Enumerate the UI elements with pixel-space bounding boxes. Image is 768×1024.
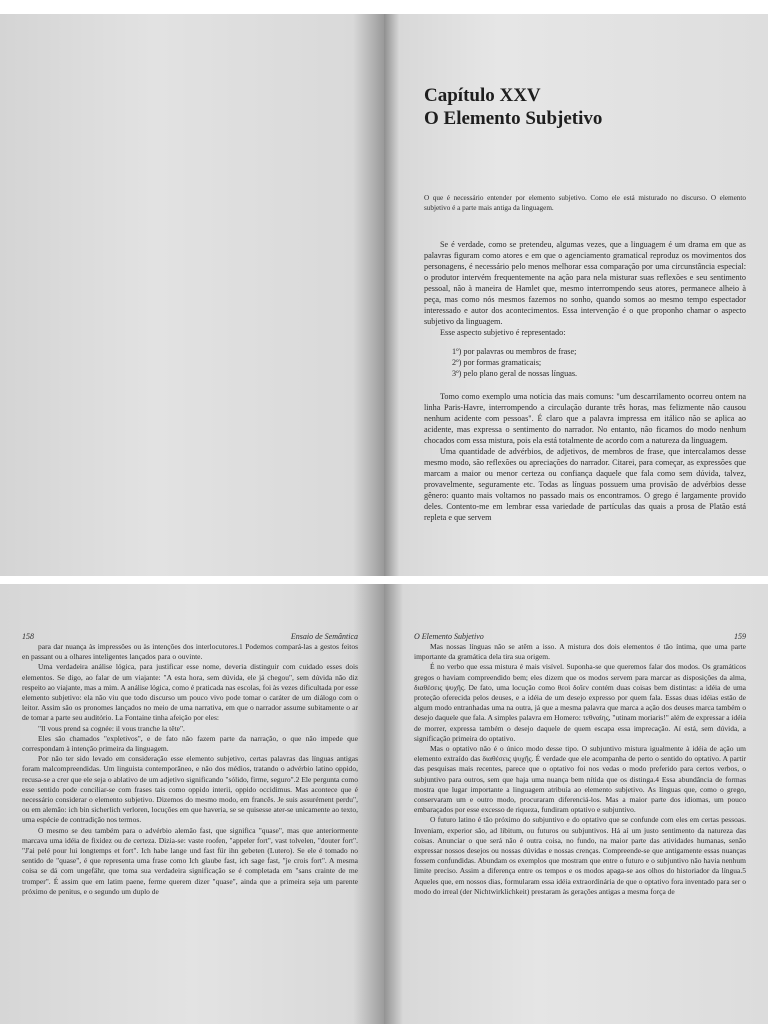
chapter-number: Capítulo XXV: [424, 85, 541, 106]
page-number: 159: [734, 632, 746, 641]
body-paragraph: para dar nuança às impressões ou às intenções dos interlocutores.1 Podemos compará-las a gestos feitos en passant ou a olhares inteligentes lançados para o ouvinte.: [22, 642, 358, 662]
body-paragraph: Uma quantidade de advérbios, de adjetivos, de membros de frase, que intercalamos desse mesmo modo, são reflexões ou apreciações do narrador. Citarei, para começar, as expressões que marcam a maior ou menor certeza ou confiança daquele que fala como sem dúvida, talvez, provavelmente, seguramente etc. Todas as línguas possuem uma provisão de advérbios desse gênero: quanto mais voltamos no passado mais os encontramos. O grego é largamente provido deles. Contento-me em lembrar essa variedade de partículas das quais a prosa de Platão está repleta e que servem: [424, 447, 746, 523]
top-spread: [0, 14, 768, 576]
body-paragraph: É no verbo que essa mistura é mais visível. Suponha-se que queremos falar dos modos. Os gramáticos gregos o haviam compreendido bem; eles dizem que os modos servem para marcar as disposições da alma, διαθέσεις ψυχῆς. De fato, uma locução como θεοὶ δοῖεν contém duas coisas bem distintas: a idéia de uma proteção oferecida pelos deuses, e a idéia de um desejo expresso por quem fala. Essas duas idéias estão de algum modo entranhadas uma na outra, já que a mesma palavra que marca a ação dos deuses marca também o desejo daquele que fala. A simples palavra em Homero: τεθναίης, "utinam moriaris!" além de expressar a idéia de morrer, expressa também o desejo daquele de quem escapa essa imprecação. Aí está, sem dúvida, a significação primeira do optativo.: [414, 662, 747, 743]
body-paragraph: Se é verdade, como se pretendeu, algumas vezes, que a linguagem é um drama em que as palavras figuram como atores e em que o agenciamento gramatical reproduz os movimentos dos personagens, é necessário pelo menos melhorar essa comparação por uma circunstância especial: o produtor intervém frequentemente na ação para nela misturar suas reflexões e seu sentimento pessoal, não à maneira de Hamlet que, mesmo interrompendo seus atores, permanece alheio à peça, mas como nós mesmos fazemos no sonho, quando somos ao mesmo tempo espectador interessado e autor dos acontecimentos. Essa intervenção é o que proponho chamar o aspecto subjetivo da linguagem.: [424, 240, 746, 327]
page-159: [384, 584, 768, 1024]
chapter-summary: O que é necessário entender por elemento subjetivo. Como ele está misturado no discurso. O elemento subjetivo é a parte mais antiga da linguagem.: [424, 194, 746, 212]
page-158: [0, 584, 384, 1024]
list-item: 3º) pelo plano geral de nossas línguas.: [452, 369, 578, 379]
running-header: [414, 632, 746, 641]
body-paragraph: Uma verdadeira análise lógica, para justificar esse nome, deveria distinguir com cuidado esses dois elementos. Se digo, ao falar de um viajante: "A esta hora, sem dúvida, ele já chegou", sem dúvida não diz respeito ao viajante, mas a mim. A análise lógica, como é praticada nas escolas, foi às vezes dificultada por esse elemento subjetivo: ela não viu que todo discurso um pouco vivo pode tomar o caráter de um diálogo com o leitor. Assim são os pronomes lançados no meio de uma narrativa, em que o narrador assume subitamente o ar de tomar a parte seu auditório. La Fontaine tinha afeição por eles:: [22, 662, 358, 723]
chapter-title: [424, 84, 746, 130]
blank-left-page: [0, 14, 384, 576]
list-item: 2º) por formas gramaticais;: [452, 358, 542, 368]
chapter-name: O Elemento Subjetivo: [424, 108, 603, 129]
body-paragraph: Mas nossas línguas não se atêm a isso. A mistura dos dois elementos é tão íntima, que uma parte importante da gramática dela tira sua origem.: [414, 642, 746, 662]
body-paragraph: O futuro latino é tão próximo do subjuntivo e do optativo que se confunde com eles em certas pessoas. Inveniam, experior são, ad libitum, ou futuros ou subjuntivos. Há aí um justo sentimento da natureza das coisas. Anunciar o que será não é outra coisa, no fundo, na maior parte das atividades humanas, senão expressar nossos desejos ou nossas dúvidas e nossas crenças. Compreende-se que antigamente essas nuanças fossem confundidas. Abundam os exemplos que mostram que entre o futuro e o subjuntivo não havia nenhum limite preciso. Assim a diferença entre os tempos e os modos apaga-se aos olhos do historiador da língua.5 Aqueles que, em nossos dias, formularam essa idéia extraordinária de que o optativo fora inventado para ser o modo do irreal (der Nichtwirklichkeit) prestaram às gerações antigas a mesma força de: [414, 815, 746, 896]
body-paragraph: O mesmo se deu também para o advérbio alemão fast, que significa "quase", mas que anteriormente marcava uma idéia de fixidez ou de certeza. Dizia-se: vaste roofen, "appeler fort", vast tolvelen, "douter fort". "J'ai pelé pour lui longtemps et fort". Ich habe lange und fast für ihn gebeten (Lutero). Se ele é tomado no sentido de "quase", é que representa uma frase como Ich glaube fast, ich sage fast, "je crois fort". A mesma coisa se dá com ungefähr, que toma sua verdadeira significação se é completada em "sans crainte de me tromper". É assim que em latim paene, ferme querem dizer "quase", ainda que a primeira seja um parente próximo de penitus, e o segundo um duplo de: [22, 825, 358, 896]
numbered-list: [452, 346, 746, 379]
chapter-header: O Elemento Subjetivo: [414, 632, 484, 641]
bottom-spread: [0, 584, 768, 1024]
body-paragraph: Eles são chamados "expletivos", e de fato não fazem parte da narração, o que não impede que correspondam à intenção primeira da linguagem.: [22, 733, 358, 754]
running-header: [22, 632, 358, 641]
book-title: Ensaio de Semântica: [290, 632, 358, 641]
list-item: 1º) por palavras ou membros de frase;: [452, 347, 577, 357]
page-number: 158: [22, 632, 34, 641]
body-paragraph: Por não ter sido levado em consideração esse elemento subjetivo, certas palavras das línguas antigas foram malcompreendidas. Um linguista contemporâneo, e não dos médios, tratando o advérbio latino oppido, recusa-se a crer que ele seja o ablativo de um adjetivo significando "sólido, firme, seguro".2 Ele pergunta como esse sentido pode conciliar-se com frases tais como oppido interii, oppido occidimus. Mas acontece que é necessário considerar o elemento subjetivo. Dizemos do mesmo modo, em francês. Je suis assurément perdu", ou em alemão: ich bin sicherlich verloren, locuções em que haveria, se se quisesse ater-se unicamente ao texto, uma espécie de contradição nos termos.: [22, 754, 358, 825]
chapter-opening-page: [384, 14, 768, 576]
body-paragraph: Mas o optativo não é o único modo desse tipo. O subjuntivo mistura igualmente à idéia de ação um elemento extraído das διαθέσεις ψυχῆς. É verdade que ele acompanha de perto o sentido do optativo. A partir das pesquisas mais recentes, parece que o optativo foi nos vedas o modo preferido para certos verbos, o subjuntivo para outros, sem que haja uma nuança bem nítida que os distinga.4 Essa abundância de formas mostra que lugar importante a linguagem atribuía ao elemento subjetivo. As línguas que, como o grego, conservaram um e outro modo, procuraram diferenciá-los. Mas a maior parte dos idiomas, um pouco embaraçados por esse excesso de riqueza, fundiram optativo e subjuntivo.: [414, 744, 746, 815]
body-paragraph: Esse aspecto subjetivo é representado:: [440, 328, 566, 338]
quotation: "Il vous prend sa cognée: il vous tranche la tête".: [38, 723, 185, 733]
body-paragraph: Tomo como exemplo uma notícia das mais comuns: "um descarrilamento ocorreu ontem na linha Paris-Havre, interrompendo a circulação durante três horas, mas felizmente não causou nenhum acidente com pessoas". É claro que a palavra impressa em itálico não se aplica ao acidente, mas expressa o sentimento do narrador. No entanto, não ficamos do modo nenhum chocados com essa mistura, pois ela está totalmente de acordo com a natureza da linguagem.: [424, 392, 746, 446]
